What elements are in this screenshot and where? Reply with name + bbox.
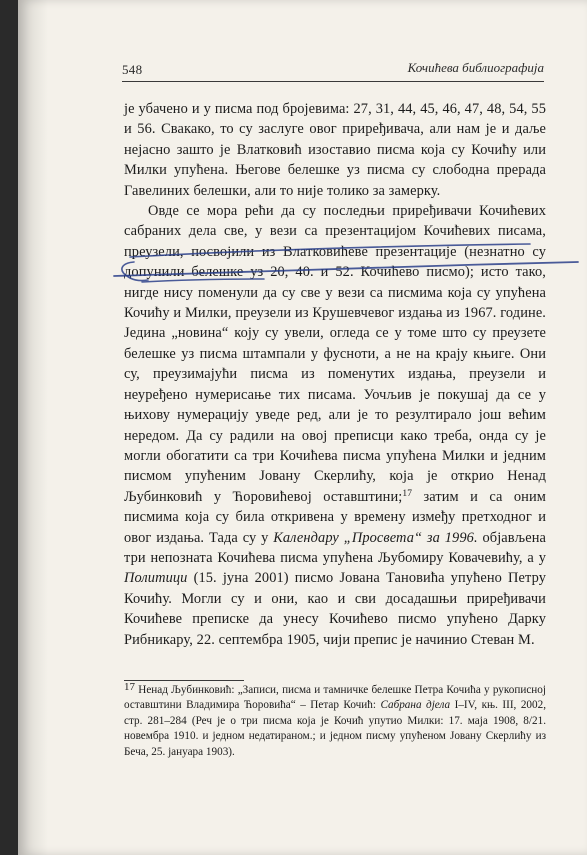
footnote-italic-title: Сабрана дјела <box>380 699 451 712</box>
running-head: Кочићева библиографија <box>407 60 544 75</box>
paragraph-2 <box>124 201 546 650</box>
footnote-17 <box>124 683 546 760</box>
paragraph-2-part-b: затим и са оним писмима која су била откривена у времену између претходног и овог издања. Тада су у <box>124 488 546 546</box>
paragraph-2-part-c: објављена три непозната Кочићева писма упућена Љубомиру Ковачевићу, а у <box>124 529 547 566</box>
book-page <box>18 0 587 855</box>
main-text <box>124 99 546 650</box>
calendar-title: Календару „Просвета“ за 1996. <box>273 529 478 546</box>
footnote-reference[interactable]: 17 <box>402 488 413 499</box>
header-rule <box>122 81 544 82</box>
page-number: 548 <box>122 62 143 77</box>
paragraph-1: је убачено и у писма под бројевима: 27, 31, 44, 45, 46, 47, 48, 54, 55 и 56. Свакако, то су заслуге овог приређивача, али нам је и даље нејасно зашто је Влатковић изоставио писма која су Кочићу или Милки упућена. Његове белешке уз писма су слободна прерада Гавелиних белешки, али то није толико за замерку. <box>124 101 546 199</box>
paragraph-2-part-a: Овде се мора рећи да су последњи приређивачи Кочићевих сабраних дела све, у вези са презентацијом Кочићевих писама, преузели, посвојили из Влатковићеве презентације (незнатно су допунили белешке уз 20, 40. и 52. Кочићево писмо); исто тако, нигде нису поменули да су све у вези са писмима која су упућена Кочићу и Милки, преузели из Крушевчевог издања из 1967. године. Једина „новина“ коју су увели, огледа се у томе што су преузете белешке уз писма штампали у фусноти, а не на крају књиге. Они су, преузимајући писма из поменутих издања, преузели и неуређено нумерисање тих писама. Уочљив је покушај да се у њихову нумерацију уведе ред, али је то резултирало још већим нередом. Да су радили на овој преписци како треба, онда су је могли обогатити са три Кочићева писма упућена Милки и једним писмом упућеним Јовану Скерлићу, која је открио Ненад Љубинковић у Ћоровићевој оставштини; <box>124 203 546 505</box>
page-header <box>122 60 544 82</box>
footnote-rule <box>124 680 244 681</box>
footnote-text-b: I–IV, књ. III, 2002, стр. 281–284 (Реч је о три писма која је Кочић упутио Милки: 17. маја 1908, 8/21. новембра 1910. и једном недатираном.; и једном писму упућеном Јовану Скерлићу из Беча, 25. јануара 1903). <box>124 699 547 758</box>
footnote-text-a: Ненад Љубинковић: „Записи, писма и тамничке белешке Петра Кочића у рукописној оставштини Владимира Ћоровића“ – Петар Кочић: <box>124 684 546 712</box>
footnote-number: 17 <box>124 681 135 693</box>
paragraph-2-part-d: (15. јуна 2001) писмо Јована Тановића упућено Петру Кочићу. Могли су и они, као и сви досадашњи приређивачи Кочићеве преписке да унесу Кочићево писмо упућено Дарку Рибникару, 22. септембра 1905, чији препис је начинио Стеван М. <box>124 570 546 648</box>
newspaper-title: Политици <box>124 570 188 587</box>
